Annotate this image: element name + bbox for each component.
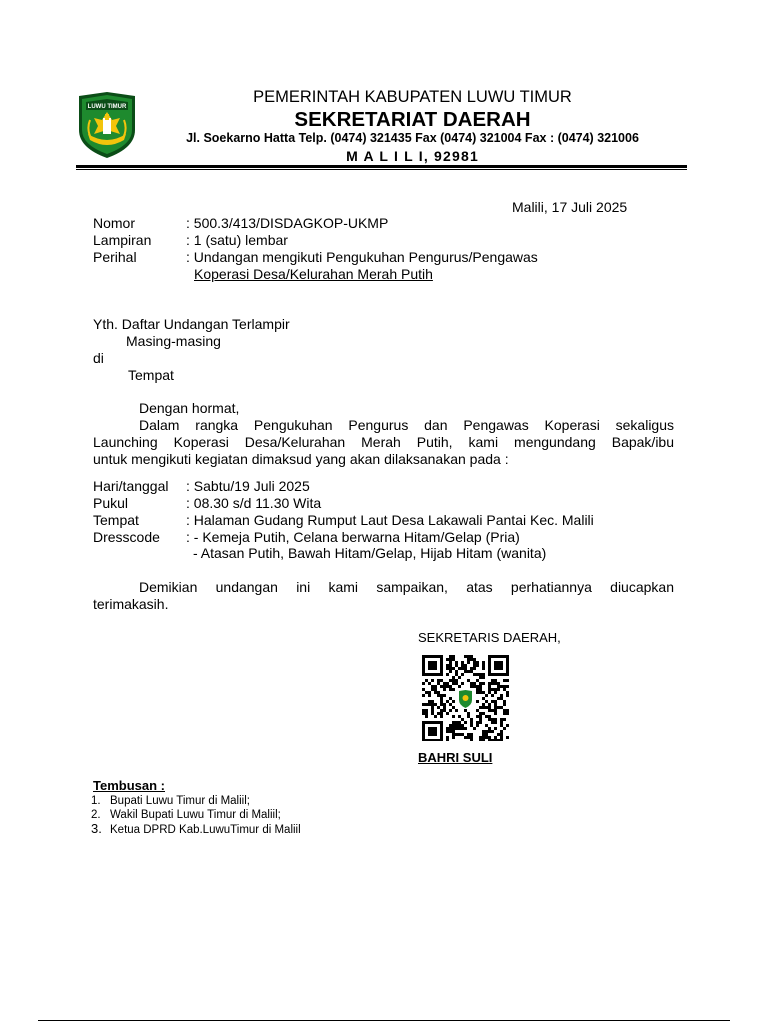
detail-label-time: Pukul bbox=[93, 495, 129, 511]
place-date: Malili, 17 Juli 2025 bbox=[512, 199, 628, 215]
signatory-name: BAHRI SULI bbox=[418, 750, 493, 765]
office-city: M A L I L I, 92981 bbox=[346, 148, 479, 164]
office-name: SEKRETARIAT DAERAH bbox=[294, 108, 531, 131]
meta-label-nomor: Nomor bbox=[93, 215, 136, 231]
subject-line-2: Koperasi Desa/Kelurahan Merah Putih bbox=[194, 266, 433, 282]
body-line-3: untuk mengikuti kegiatan dimaksud yang akan dilaksanakan pada : bbox=[93, 451, 509, 467]
cc-item-num: 3. bbox=[91, 821, 102, 836]
detail-label-dresscode: Dresscode bbox=[93, 529, 160, 545]
meta-value-lampiran: : 1 (satu) lembar bbox=[186, 232, 288, 248]
meta-label-lampiran: Lampiran bbox=[93, 232, 152, 248]
government-name: PEMERINTAH KABUPATEN LUWU TIMUR bbox=[253, 88, 572, 106]
dresscode-line-2: - Atasan Putih, Bawah Hitam/Gelap, Hijab Hitam (wanita) bbox=[193, 545, 547, 561]
office-address: Jl. Soekarno Hatta Telp. (0474) 321435 Fax (0474) 321004 Fax : (0474) 321006 bbox=[186, 131, 639, 145]
cc-item-text: Bupati Luwu Timur di Maliil; bbox=[110, 795, 250, 807]
cc-heading: Tembusan : bbox=[93, 778, 165, 793]
cc-item-text: Wakil Bupati Luwu Timur di Maliil; bbox=[110, 809, 281, 821]
cc-item-num: 2. bbox=[91, 809, 101, 821]
body-line-2: Launching Koperasi Desa/Kelurahan Merah Putih, kami mengundang Bapak/ibu bbox=[93, 434, 674, 450]
detail-value-time: : 08.30 s/d 11.30 Wita bbox=[186, 495, 322, 511]
header-rule-thick bbox=[76, 165, 687, 168]
detail-value-dresscode: : - Kemeja Putih, Celana berwarna Hitam/Gelap (Pria) bbox=[186, 529, 520, 545]
page-bottom-rule bbox=[38, 1020, 730, 1021]
closing-line-1: Demikian undangan ini kami sampaikan, atas perhatiannya diucapkan bbox=[139, 579, 674, 595]
greeting: Dengan hormat, bbox=[139, 400, 240, 416]
detail-value-place: : Halaman Gudang Rumput Laut Desa Lakawali Pantai Kec. Malili bbox=[186, 512, 594, 528]
regency-logo-icon bbox=[76, 90, 138, 160]
recipient-line-3: di bbox=[93, 350, 104, 366]
header-rule-thin bbox=[76, 169, 687, 170]
body-line-1: Dalam rangka Pengukuhan Pengurus dan Pengawas Koperasi sekaligus bbox=[139, 417, 674, 433]
meta-value-perihal: : Undangan mengikuti Pengukuhan Pengurus/Pengawas bbox=[186, 249, 538, 265]
detail-value-date: : Sabtu/19 Juli 2025 bbox=[186, 478, 310, 494]
recipient-line-4: Tempat bbox=[128, 367, 174, 383]
closing-line-2: terimakasih. bbox=[93, 596, 169, 612]
signatory-title: SEKRETARIS DAERAH, bbox=[418, 630, 561, 645]
detail-label-date: Hari/tanggal bbox=[93, 478, 169, 494]
detail-label-place: Tempat bbox=[93, 512, 139, 528]
recipient-line-1: Yth. Daftar Undangan Terlampir bbox=[93, 316, 290, 332]
qr-code-signature bbox=[420, 655, 512, 741]
meta-label-perihal: Perihal bbox=[93, 249, 137, 265]
recipient-line-2: Masing-masing bbox=[126, 333, 221, 349]
meta-value-nomor: : 500.3/413/DISDAGKOP-UKMP bbox=[186, 215, 389, 231]
cc-item-text: Ketua DPRD Kab.LuwuTimur di Maliil bbox=[110, 824, 301, 836]
logo-text: LUWU TIMUR bbox=[87, 104, 127, 110]
cc-item-num: 1. bbox=[91, 795, 101, 807]
